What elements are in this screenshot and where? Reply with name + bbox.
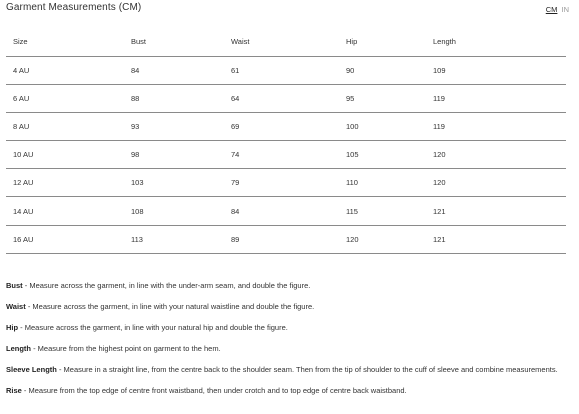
note-length <box>6 343 572 354</box>
cell-length: 121 <box>433 197 566 225</box>
cell-hip: 100 <box>346 112 433 140</box>
cell-length: 119 <box>433 84 566 112</box>
cell-size: 14 AU <box>6 197 131 225</box>
table-row <box>6 169 566 197</box>
note-text: - Measure across the garment, in line with the under-arm seam, and double the figure. <box>22 281 311 290</box>
table-row <box>6 225 566 253</box>
column-header-bust: Bust <box>131 28 231 56</box>
note-rise <box>6 385 572 396</box>
cell-hip: 105 <box>346 141 433 169</box>
note-waist <box>6 301 572 312</box>
column-header-size: Size <box>6 28 131 56</box>
unit-toggle <box>546 5 569 14</box>
cell-length: 119 <box>433 112 566 140</box>
table-row <box>6 56 566 84</box>
note-term: Waist <box>6 302 26 311</box>
note-term: Rise <box>6 386 22 395</box>
cell-bust: 93 <box>131 112 231 140</box>
note-sleeve-length <box>6 364 572 375</box>
table-row <box>6 141 566 169</box>
cell-waist: 74 <box>231 141 346 169</box>
cell-bust: 88 <box>131 84 231 112</box>
cell-size: 4 AU <box>6 56 131 84</box>
table-header-row <box>6 28 566 56</box>
note-text: - Measure from the top edge of centre front waistband, then under crotch and to top edge of centre back waistband. <box>21 386 407 395</box>
unit-cm-button[interactable]: CM <box>545 5 558 14</box>
cell-length: 120 <box>433 141 566 169</box>
table-row <box>6 197 566 225</box>
measurement-notes <box>6 280 572 396</box>
cell-hip: 110 <box>346 169 433 197</box>
cell-waist: 89 <box>231 225 346 253</box>
unit-in-button[interactable]: IN <box>561 5 569 14</box>
size-chart-header <box>6 2 573 18</box>
cell-waist: 64 <box>231 84 346 112</box>
cell-hip: 90 <box>346 56 433 84</box>
cell-bust: 84 <box>131 56 231 84</box>
note-text: - Measure across the garment, in line with your natural hip and double the figure. <box>18 323 288 332</box>
cell-length: 120 <box>433 169 566 197</box>
measurements-table <box>6 28 566 254</box>
note-hip <box>6 322 572 333</box>
cell-size: 12 AU <box>6 169 131 197</box>
column-header-waist: Waist <box>231 28 346 56</box>
column-header-length: Length <box>433 28 566 56</box>
cell-waist: 84 <box>231 197 346 225</box>
table-row <box>6 112 566 140</box>
note-term: Hip <box>6 323 19 332</box>
note-term: Length <box>6 344 31 353</box>
note-text: - Measure across the garment, in line with your natural waistline and double the figure. <box>25 302 315 311</box>
note-term: Sleeve Length <box>6 365 57 374</box>
cell-bust: 113 <box>131 225 231 253</box>
cell-hip: 115 <box>346 197 433 225</box>
cell-waist: 79 <box>231 169 346 197</box>
note-term: Bust <box>6 281 23 290</box>
cell-length: 109 <box>433 56 566 84</box>
page-title: Garment Measurements (CM) <box>6 2 142 13</box>
cell-size: 8 AU <box>6 112 131 140</box>
table-row <box>6 84 566 112</box>
cell-size: 16 AU <box>6 225 131 253</box>
cell-size: 6 AU <box>6 84 131 112</box>
cell-bust: 103 <box>131 169 231 197</box>
cell-waist: 69 <box>231 112 346 140</box>
cell-bust: 108 <box>131 197 231 225</box>
column-header-hip: Hip <box>346 28 433 56</box>
cell-length: 121 <box>433 225 566 253</box>
note-text: - Measure in a straight line, from the centre back to the shoulder seam. Then from the tip of shoulder to the cuff of sleeve and combine measurements. <box>56 365 558 374</box>
cell-hip: 120 <box>346 225 433 253</box>
cell-waist: 61 <box>231 56 346 84</box>
cell-size: 10 AU <box>6 141 131 169</box>
note-bust <box>6 280 572 291</box>
note-text: - Measure from the highest point on garment to the hem. <box>31 344 221 353</box>
cell-bust: 98 <box>131 141 231 169</box>
cell-hip: 95 <box>346 84 433 112</box>
